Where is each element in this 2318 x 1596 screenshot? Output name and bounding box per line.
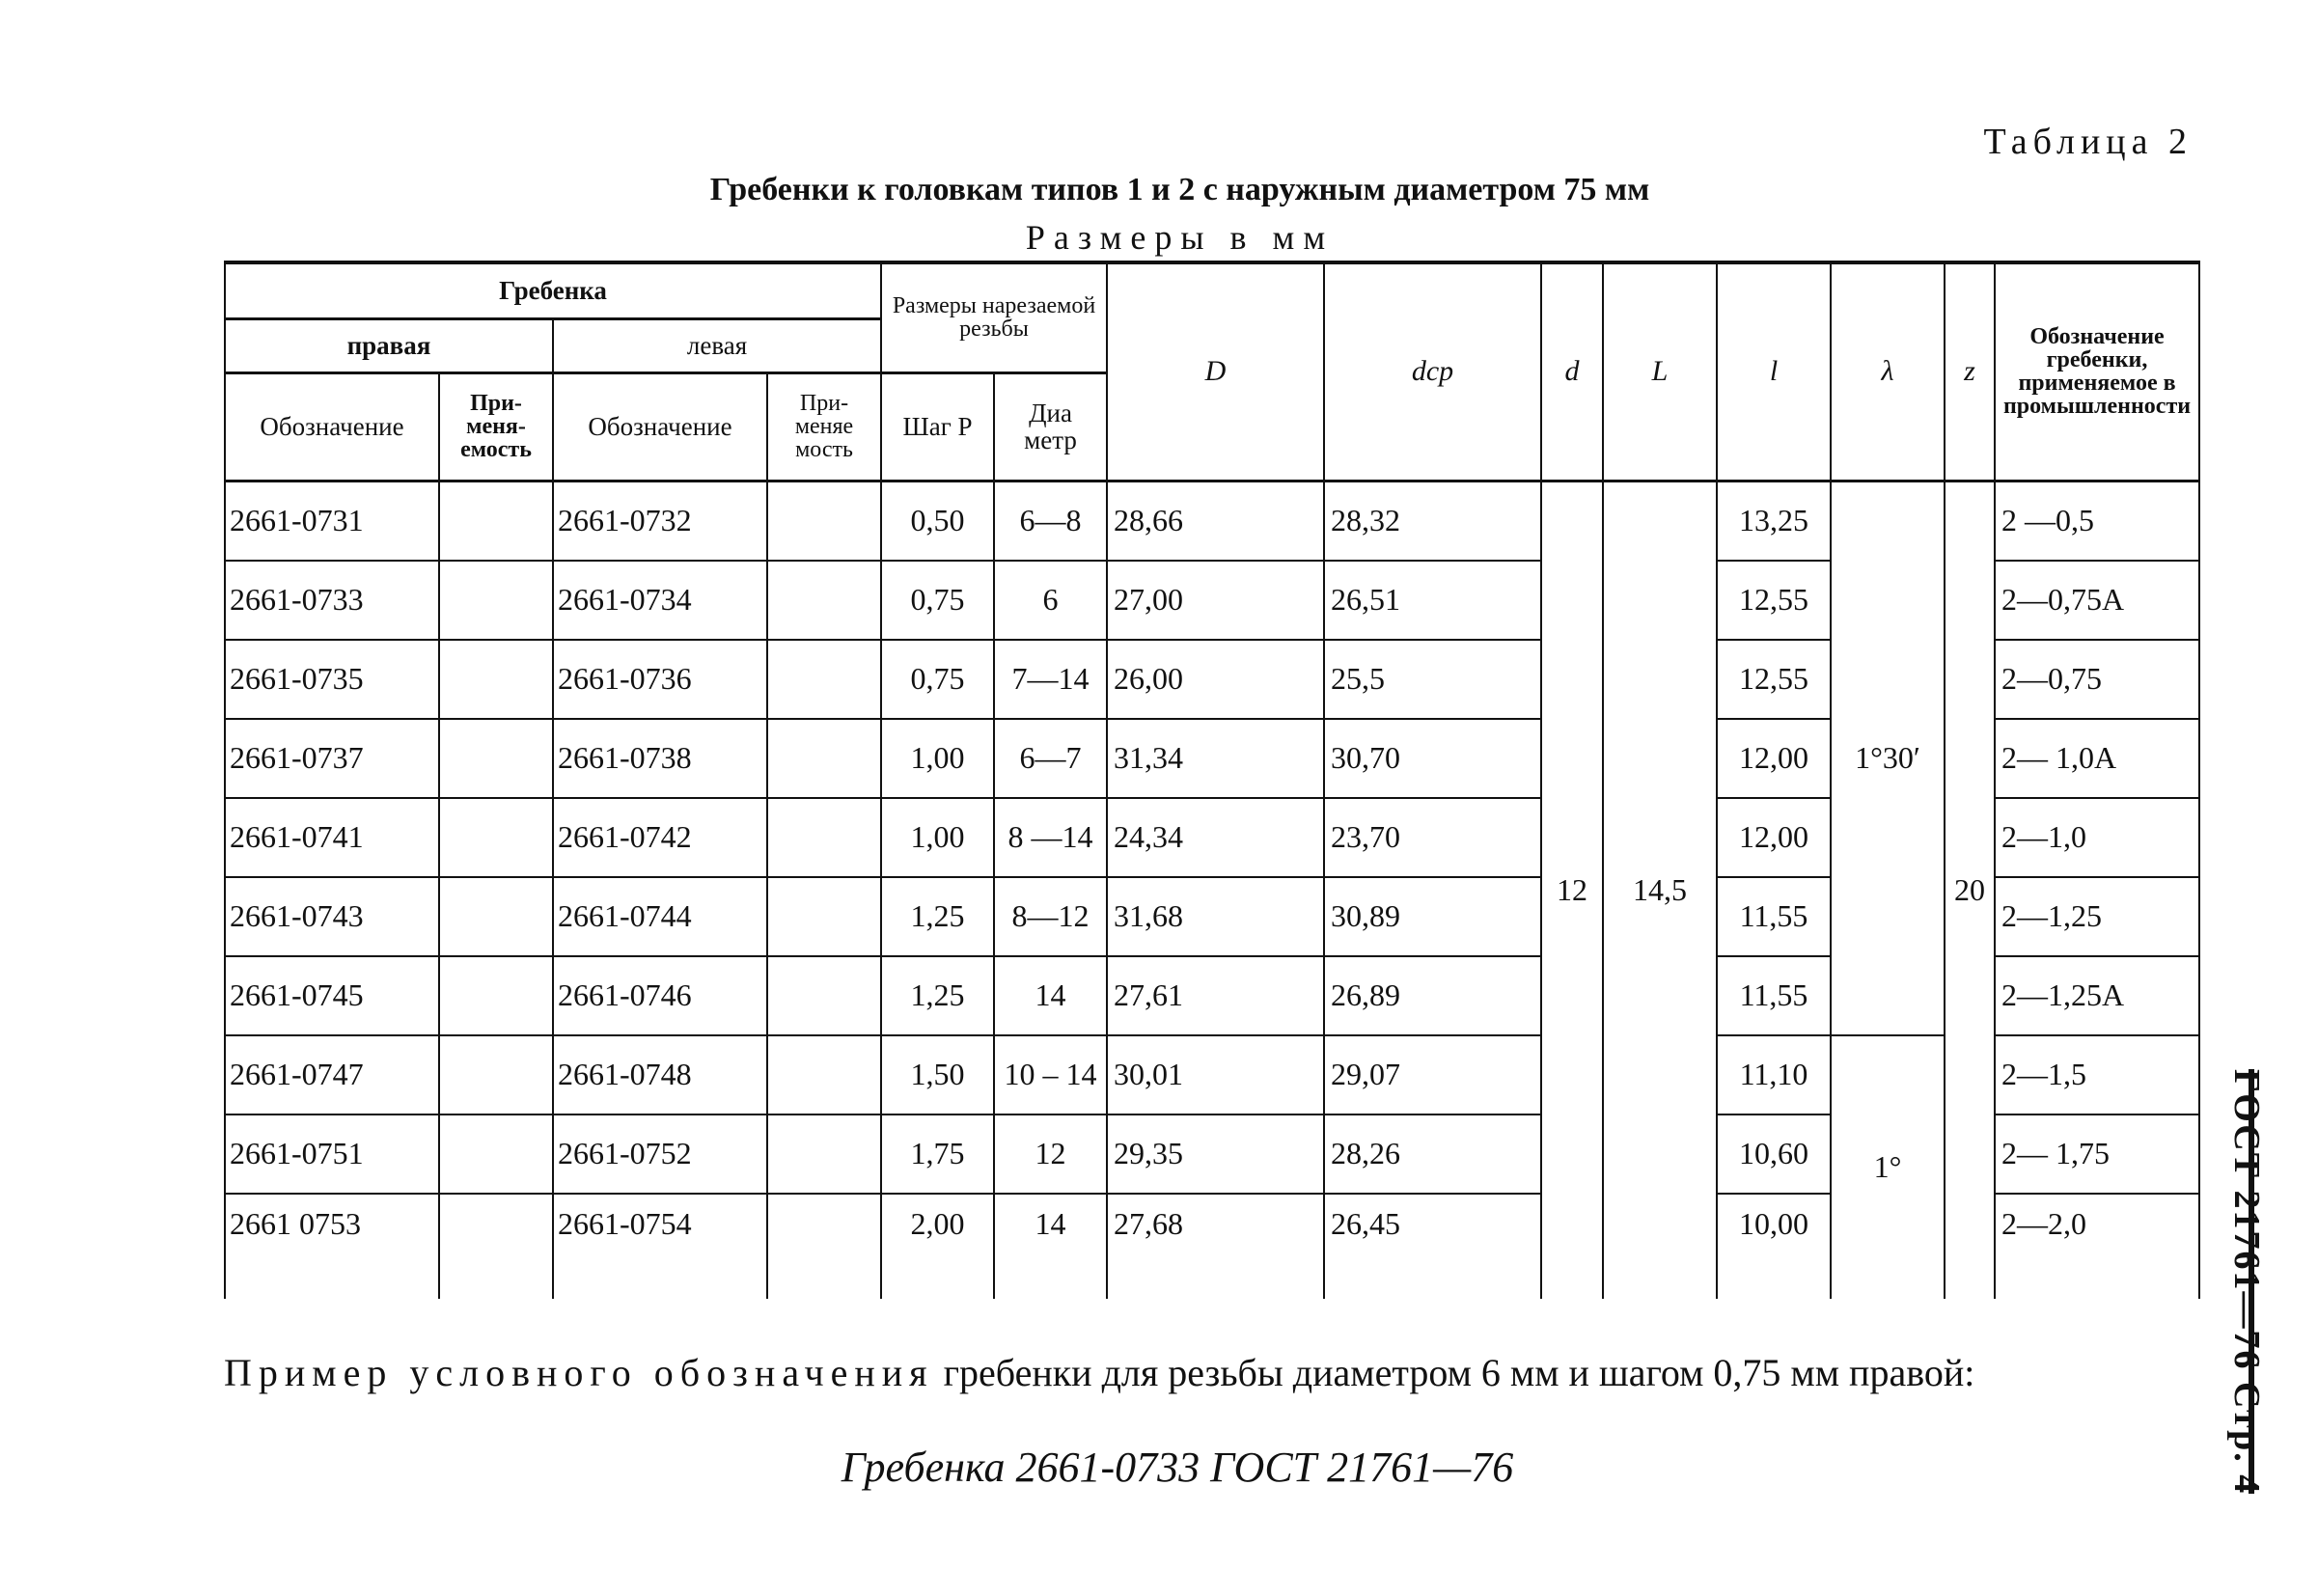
dcp-value: 28,26 [1324, 1114, 1541, 1194]
header-left: левая [553, 318, 881, 372]
right-applicability [439, 956, 553, 1035]
diameter-value: 10 – 14 [994, 1035, 1107, 1114]
diameter-value: 8 —14 [994, 798, 1107, 877]
left-designation: 2661-0754 [553, 1194, 767, 1299]
z-value: 20 [1945, 481, 1995, 1299]
header-diameter: Диа метр [994, 372, 1107, 481]
left-applicability [767, 1194, 881, 1299]
left-designation: 2661-0738 [553, 719, 767, 798]
pitch-value: 0,50 [881, 481, 994, 561]
right-applicability [439, 561, 553, 640]
header-D: D [1107, 262, 1324, 481]
D-value: 27,00 [1107, 561, 1324, 640]
d-value: 12 [1541, 481, 1603, 1299]
right-designation: 2661-0731 [225, 481, 439, 561]
right-applicability [439, 877, 553, 956]
header-l: l [1717, 262, 1831, 481]
industry-designation: 2—1,0 [1995, 798, 2199, 877]
pitch-value: 1,75 [881, 1114, 994, 1194]
D-value: 27,68 [1107, 1194, 1324, 1299]
left-designation: 2661-0736 [553, 640, 767, 719]
dcp-value: 26,89 [1324, 956, 1541, 1035]
right-designation: 2661-0735 [225, 640, 439, 719]
header-d: d [1541, 262, 1603, 481]
table-label: Таблица 2 [1983, 122, 2193, 162]
header-lambda: λ [1831, 262, 1945, 481]
industry-designation: 2—0,75А [1995, 561, 2199, 640]
diameter-value: 6—8 [994, 481, 1107, 561]
comb-table [224, 261, 2200, 1299]
right-designation: 2661-0745 [225, 956, 439, 1035]
D-value: 26,00 [1107, 640, 1324, 719]
right-designation: 2661-0741 [225, 798, 439, 877]
right-designation: 2661-0737 [225, 719, 439, 798]
example-paragraph [224, 1351, 2131, 1395]
dcp-value: 28,32 [1324, 481, 1541, 561]
dcp-value: 23,70 [1324, 798, 1541, 877]
left-designation: 2661-0752 [553, 1114, 767, 1194]
table-row [225, 481, 2199, 561]
right-designation: 2661-0751 [225, 1114, 439, 1194]
D-value: 31,34 [1107, 719, 1324, 798]
right-designation: 2661 0753 [225, 1194, 439, 1299]
dcp-value: 29,07 [1324, 1035, 1541, 1114]
right-applicability [439, 1035, 553, 1114]
D-value: 24,34 [1107, 798, 1324, 877]
page-running-head: ГОСТ 21761—76 Стр. 4 [2226, 1069, 2267, 1496]
industry-designation: 2— 1,0А [1995, 719, 2199, 798]
dcp-value: 30,89 [1324, 877, 1541, 956]
diameter-value: 7—14 [994, 640, 1107, 719]
pitch-value: 1,25 [881, 877, 994, 956]
left-applicability [767, 956, 881, 1035]
left-applicability [767, 1035, 881, 1114]
l-value: 13,25 [1717, 481, 1831, 561]
left-designation: 2661-0734 [553, 561, 767, 640]
header-dcp: dср [1324, 262, 1541, 481]
left-designation: 2661-0746 [553, 956, 767, 1035]
right-applicability [439, 1194, 553, 1299]
table-row [225, 1035, 2199, 1114]
left-applicability [767, 1114, 881, 1194]
table-units: Размеры в мм [1025, 218, 1335, 257]
pitch-value: 0,75 [881, 561, 994, 640]
pitch-value: 2,00 [881, 1194, 994, 1299]
right-applicability [439, 481, 553, 561]
header-left-designation: Обозначение [553, 372, 767, 481]
D-value: 31,68 [1107, 877, 1324, 956]
right-applicability [439, 798, 553, 877]
l-value: 11,55 [1717, 877, 1831, 956]
D-value: 27,61 [1107, 956, 1324, 1035]
right-designation: 2661-0743 [225, 877, 439, 956]
header-z: z [1945, 262, 1995, 481]
diameter-value: 12 [994, 1114, 1107, 1194]
pitch-value: 1,50 [881, 1035, 994, 1114]
left-designation: 2661-0748 [553, 1035, 767, 1114]
header-right: правая [225, 318, 553, 372]
dcp-value: 26,51 [1324, 561, 1541, 640]
left-designation: 2661-0742 [553, 798, 767, 877]
right-designation: 2661-0747 [225, 1035, 439, 1114]
example-lead: Пример условного обозначения [224, 1351, 934, 1394]
D-value: 30,01 [1107, 1035, 1324, 1114]
industry-designation: 2 —0,5 [1995, 481, 2199, 561]
left-applicability [767, 481, 881, 561]
D-value: 28,66 [1107, 481, 1324, 561]
left-applicability [767, 798, 881, 877]
industry-designation: 2—1,5 [1995, 1035, 2199, 1114]
pitch-value: 1,00 [881, 798, 994, 877]
l-value: 10,60 [1717, 1114, 1831, 1194]
table-title: Гребенки к головкам типов 1 и 2 с наружным диаметром 75 мм [709, 172, 1650, 207]
header-L: L [1603, 262, 1717, 481]
example-text: гребенки для резьбы диаметром 6 мм и шагом 0,75 мм правой: [943, 1351, 1975, 1394]
right-designation: 2661-0733 [225, 561, 439, 640]
industry-designation: 2—1,25 [1995, 877, 2199, 956]
l-value: 12,55 [1717, 640, 1831, 719]
right-applicability [439, 1114, 553, 1194]
pitch-value: 1,00 [881, 719, 994, 798]
lambda-value: 1°30′ [1831, 481, 1945, 1035]
diameter-value: 14 [994, 1194, 1107, 1299]
dcp-value: 26,45 [1324, 1194, 1541, 1299]
right-applicability [439, 719, 553, 798]
industry-designation: 2—1,25А [1995, 956, 2199, 1035]
D-value: 29,35 [1107, 1114, 1324, 1194]
diameter-value: 8—12 [994, 877, 1107, 956]
header-thread-sizes: Размеры нарезаемой резьбы [881, 262, 1107, 372]
left-applicability [767, 640, 881, 719]
l-value: 12,00 [1717, 719, 1831, 798]
left-applicability [767, 561, 881, 640]
industry-designation: 2—0,75 [1995, 640, 2199, 719]
diameter-value: 6 [994, 561, 1107, 640]
left-designation: 2661-0732 [553, 481, 767, 561]
industry-designation: 2—2,0 [1995, 1194, 2199, 1299]
left-designation: 2661-0744 [553, 877, 767, 956]
header-pitch: Шаг P [881, 372, 994, 481]
header-right-applicability: При- меня- емость [439, 372, 553, 481]
left-applicability [767, 877, 881, 956]
header-comb: Гребенка [225, 262, 881, 318]
l-value: 10,00 [1717, 1194, 1831, 1299]
header-left-applicability: При- меняе мость [767, 372, 881, 481]
left-applicability [767, 719, 881, 798]
l-value: 11,10 [1717, 1035, 1831, 1114]
dcp-value: 30,70 [1324, 719, 1541, 798]
header-right-designation: Обозначение [225, 372, 439, 481]
L-value: 14,5 [1603, 481, 1717, 1299]
industry-designation: 2— 1,75 [1995, 1114, 2199, 1194]
diameter-value: 14 [994, 956, 1107, 1035]
dcp-value: 25,5 [1324, 640, 1541, 719]
pitch-value: 1,25 [881, 956, 994, 1035]
l-value: 12,00 [1717, 798, 1831, 877]
lambda-value: 1° [1831, 1035, 1945, 1299]
example-designation: Гребенка 2661-0733 ГОСТ 21761—76 [841, 1444, 1514, 1491]
right-applicability [439, 640, 553, 719]
header-industry-designation: Обозначение гребенки, применяемое в промышленности [1995, 262, 2199, 481]
l-value: 11,55 [1717, 956, 1831, 1035]
diameter-value: 6—7 [994, 719, 1107, 798]
l-value: 12,55 [1717, 561, 1831, 640]
pitch-value: 0,75 [881, 640, 994, 719]
